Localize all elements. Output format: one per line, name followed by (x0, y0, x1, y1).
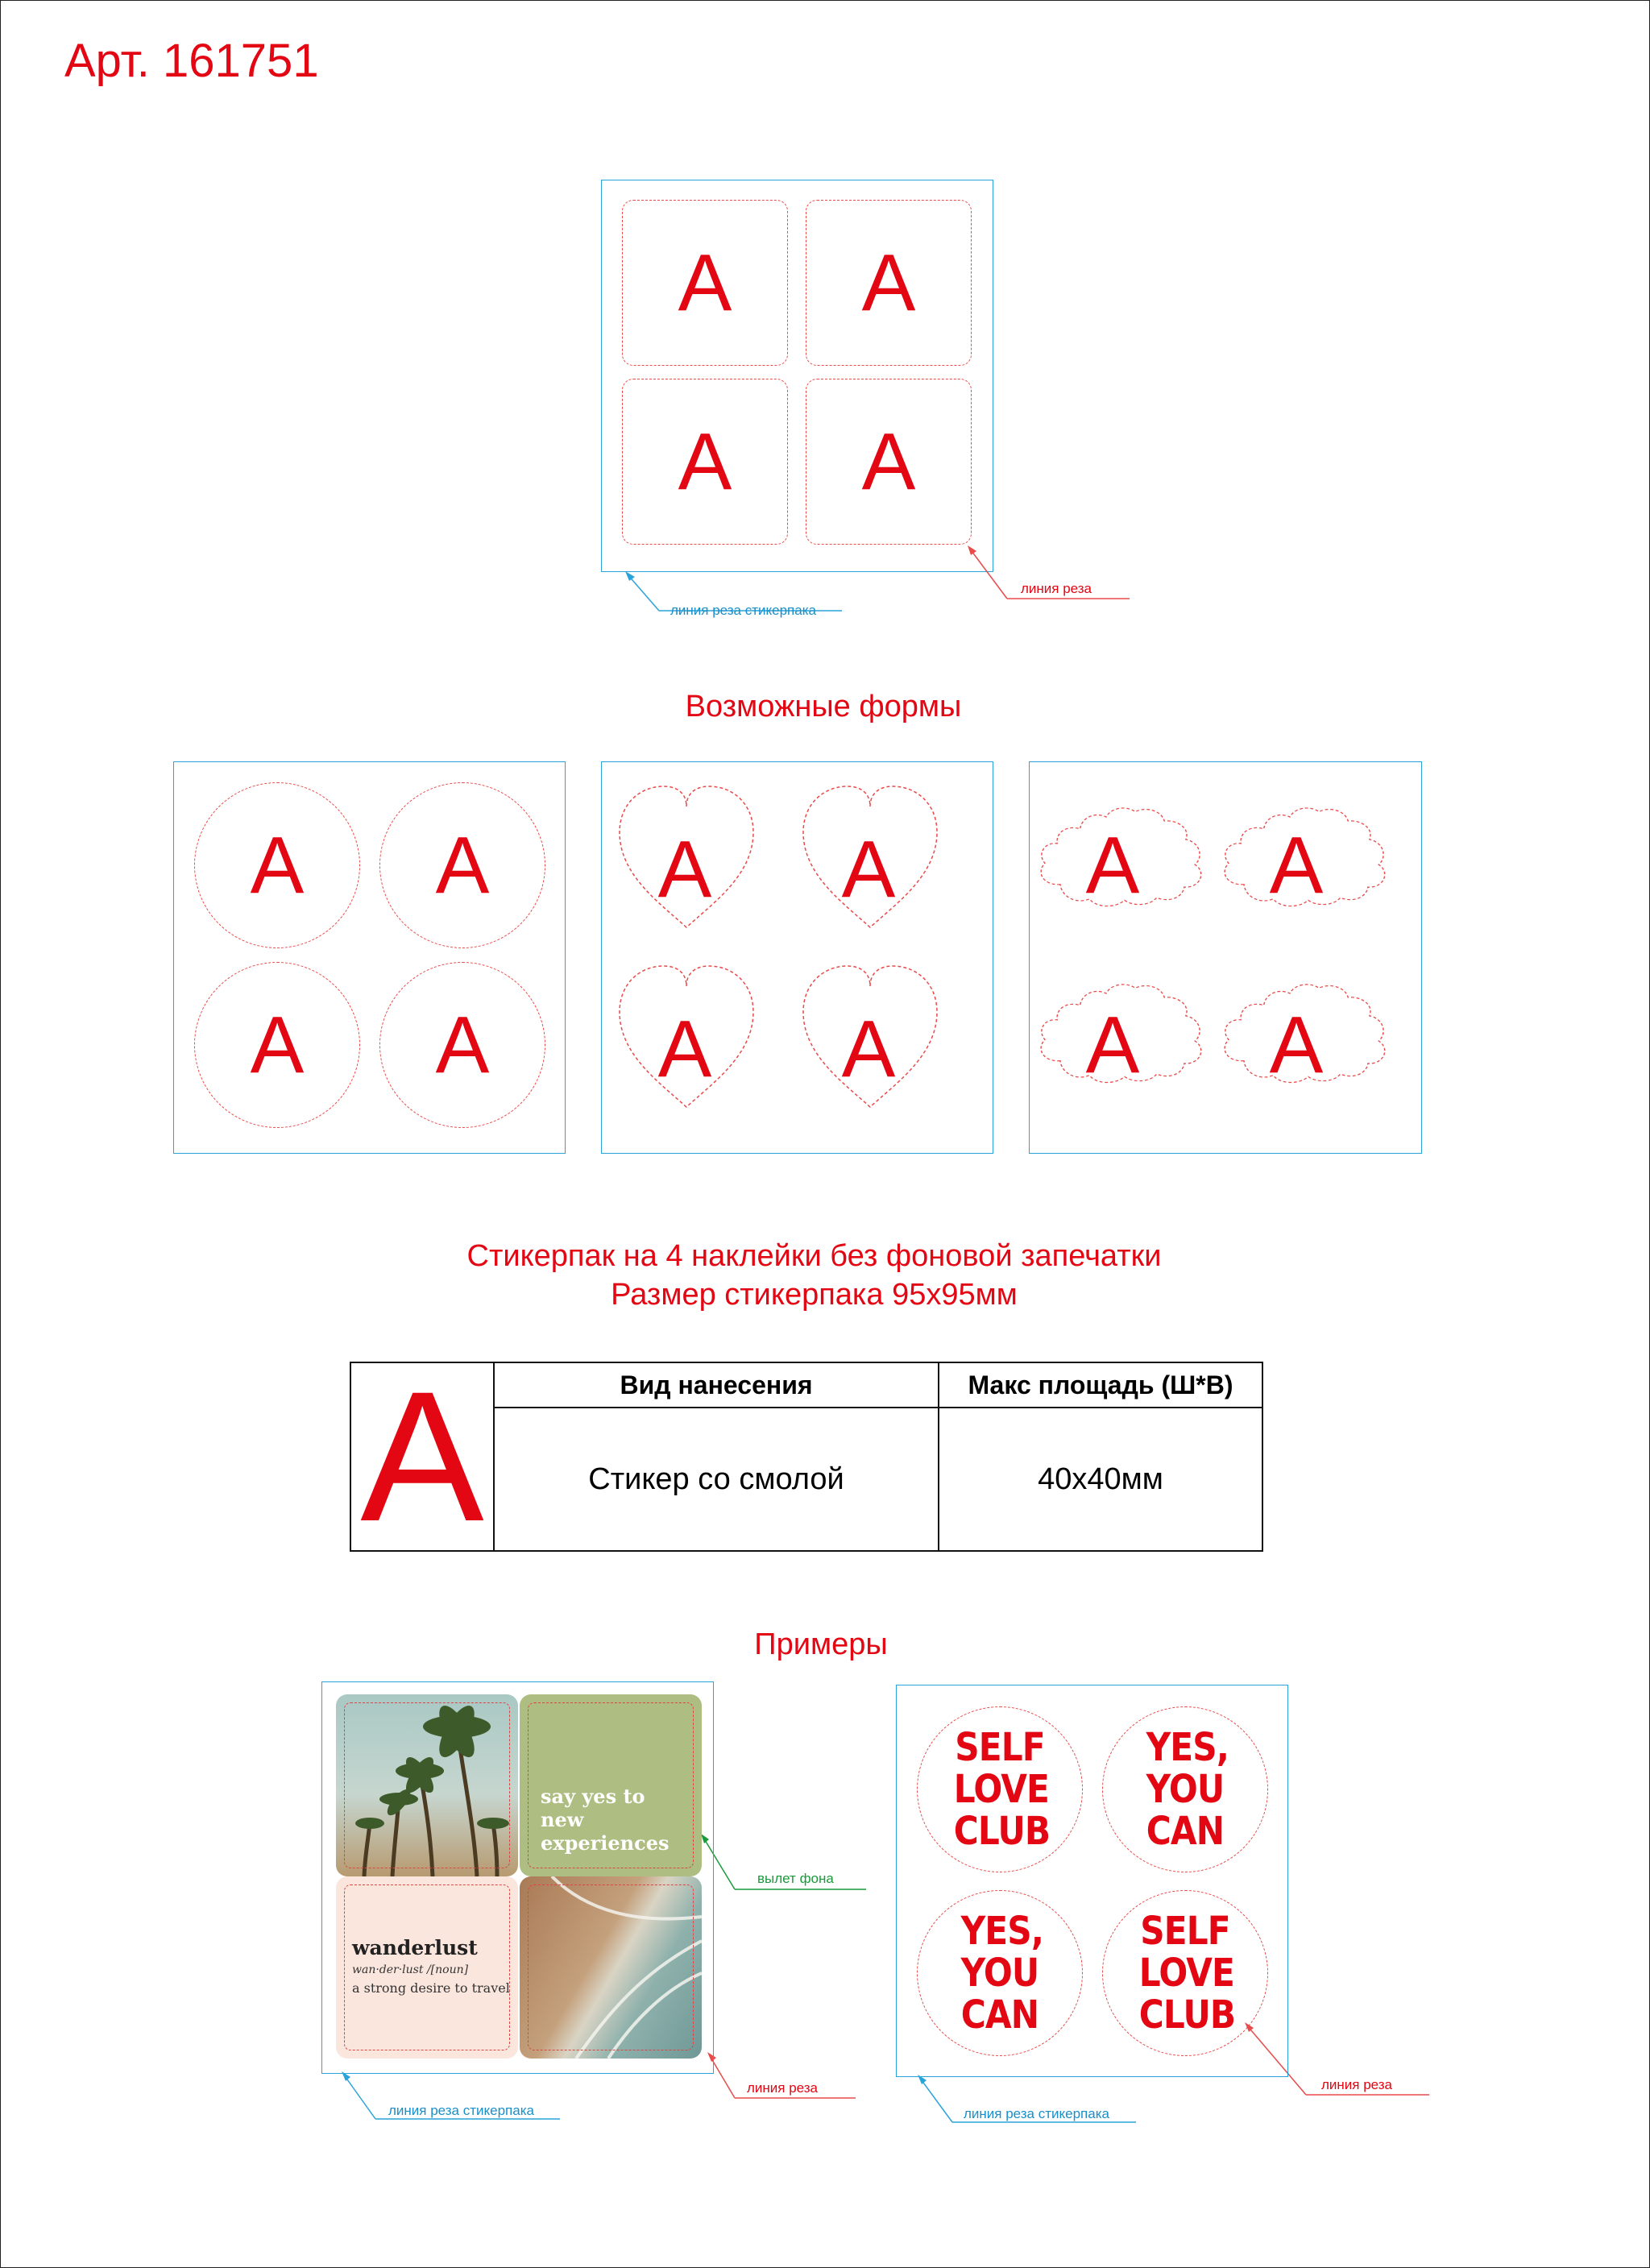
sticker-letter: A (1269, 820, 1324, 910)
wanderlust-definition: a strong desire to travel (352, 1980, 510, 1996)
examples-heading: Примеры (754, 1627, 888, 1661)
sticker-letter: A (1085, 820, 1140, 910)
spec-header-max-area: Макс площадь (Ш*В) (939, 1362, 1262, 1408)
sticker-letter: A (435, 820, 490, 910)
heart-sticker (786, 786, 951, 952)
sticker-letter: A (657, 1004, 712, 1094)
slogan-text: SELF LOVE CLUB (1138, 1909, 1236, 2038)
palm-tree-tile (336, 1694, 518, 1876)
cloud-sticker (1213, 782, 1379, 948)
heart-sticker (602, 966, 768, 1132)
circle-sticker (194, 782, 360, 948)
cloud-sticker (1213, 962, 1379, 1128)
wanderlust-word: wanderlust (352, 1936, 478, 1959)
spec-marker: A (360, 1353, 484, 1560)
quote-text: say yes to new experiences (541, 1785, 670, 1855)
slogan-sticker (917, 1706, 1083, 1872)
bleed-label: вылет фона (757, 1871, 834, 1886)
example-pack-cut-line-label: линия реза стикерпака (388, 2103, 534, 2118)
spec-value-max-area: 40х40мм (939, 1408, 1262, 1551)
example-slogan-pack (896, 1685, 1288, 2077)
description-line-1: Стикерпак на 4 наклейки без фоновой запечатки (466, 1239, 1162, 1273)
sticker-letter: A (250, 1000, 305, 1090)
slogan-sticker (1102, 1890, 1268, 2056)
possible-forms-heading: Возможные формы (685, 690, 962, 724)
beach-tile (520, 1876, 702, 2059)
cloud-sticker-pack (1029, 761, 1422, 1154)
heart-sticker (786, 966, 951, 1132)
cut-outline (344, 1702, 510, 1868)
circle-sticker-pack (173, 761, 566, 1154)
sticker-letter: A (678, 238, 732, 328)
cut-line-label: линия реза (1021, 581, 1092, 596)
heart-sticker (602, 786, 768, 952)
sticker-letter: A (1085, 1000, 1140, 1090)
cut-outline (528, 1884, 694, 2050)
cloud-sticker (1030, 962, 1196, 1128)
article-number: Арт. 161751 (64, 35, 319, 87)
heart-sticker-pack (601, 761, 993, 1154)
sticker-letter: A (841, 1004, 896, 1094)
example-cut-line-label: линия реза (747, 2080, 819, 2096)
slogan-text: YES, YOU CAN (1146, 1725, 1229, 1854)
wanderlust-phonetic: wan·der·lust /[noun] (352, 1963, 469, 1976)
slogan-sticker (917, 1890, 1083, 2056)
sticker-letter: A (841, 824, 896, 914)
wanderlust-tile (336, 1876, 518, 2059)
slogan-text: YES, YOU CAN (960, 1909, 1043, 2038)
cloud-sticker (1030, 782, 1196, 948)
spec-marker-cell (350, 1353, 494, 1560)
sticker-letter: A (657, 824, 712, 914)
example-photo-pack (321, 1681, 714, 2074)
green-quote-tile (520, 1694, 702, 1876)
circle-sticker (194, 962, 360, 1128)
sticker-letter: A (435, 1000, 490, 1090)
slogan-cut-line-label: линия реза (1321, 2077, 1393, 2092)
slogan-pack-cut-line-label: линия реза стикерпака (964, 2106, 1109, 2121)
spec-value-application: Стикер со смолой (494, 1408, 939, 1551)
circle-sticker (379, 962, 545, 1128)
description-line-2: Размер стикерпака 95х95мм (611, 1278, 1018, 1312)
sticker-letter: A (250, 820, 305, 910)
spec-header-application: Вид нанесения (494, 1362, 939, 1408)
pack-cut-line-label: линия реза стикерпака (670, 603, 816, 618)
sticker-letter: A (861, 238, 916, 328)
sticker-letter: A (678, 417, 732, 507)
sticker-letter: A (861, 417, 916, 507)
slogan-text: SELF LOVE CLUB (953, 1725, 1051, 1854)
application-spec-table (350, 1353, 1263, 1560)
sticker-letter: A (1269, 1000, 1324, 1090)
circle-sticker (379, 782, 545, 948)
slogan-sticker (1102, 1706, 1268, 1872)
